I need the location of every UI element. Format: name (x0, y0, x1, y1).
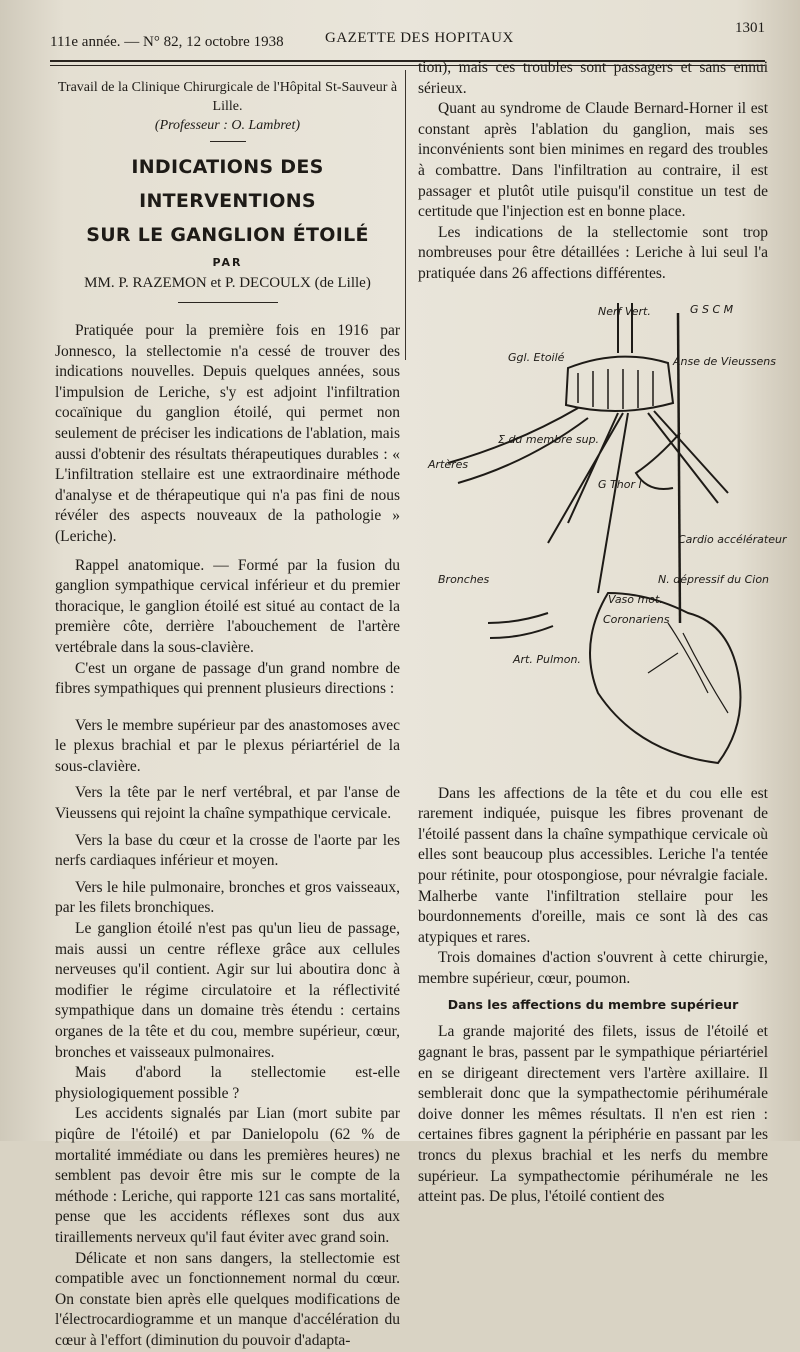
section-heading: Dans les affections du membre supérieur (447, 997, 739, 1013)
paragraph: Délicate et non sans dangers, la stellectomie est compatible avec un fonctionnement normal du cœur. On constate bien après elle quelques modifications de l'électrocardiogramme et un manque d'accélération du cœur à l'effort (diminution du pouvoir d'adapta- (55, 1249, 400, 1349)
label-membre-sup: Σ du membre sup. (498, 432, 600, 446)
page-number: 1301 (735, 20, 765, 36)
label-gscm: G S C M (690, 302, 734, 316)
anatomical-diagram (418, 293, 787, 773)
paragraph: Le ganglion étoilé n'est pas qu'un lieu de passage, mais aussi un centre réflexe grâce aux cellules nerveuses qu'il contient. Agir sur lui aboutira donc à modifier le régime circulatoire et la réflectivité sympathique dans un domaine très étendu : certains organes de la tête et du cou, membre supérieur, cœur, bronches et vaisseaux pulmonaires. (55, 920, 400, 1061)
by-label: PAR (212, 256, 243, 269)
paragraph: Trois domaines d'action s'ouvrent à cette chirurgie, membre supérieur, cœur, poumon. (418, 949, 768, 987)
label-bronches: Bronches (438, 572, 490, 586)
separator (178, 302, 278, 303)
label-ggl-etoile: Ggl. Etoilé (508, 350, 565, 364)
paragraph: Rappel anatomique. — Formé par la fusion du ganglion sympathique cervical inférieur et du premier thoracique, le ganglion étoilé est situé au contact de la première côte, derrière l'abouchement de l'artère vertébrale dans la sous-clavière. (55, 556, 400, 656)
label-n-dep: N. dépressif du Cion (658, 572, 770, 586)
right-column (418, 58, 787, 1208)
paragraph: La grande majorité des filets, issus de l'étoilé et gagnant le bras, passent par le sympathique périartériel en se dirigeant directement vers l'artère axillaire. Il semblerait donc que la sympathectomie périhumérale doive donner les mêmes résultats. Il n'en est rien : certaines fibres gagnent la périphérie en passant par les troncs du plexus brachial et les nerfs du membre supérieur. La sympathectomie périhumérale ne les atteint pas. De plus, l'étoilé contient des (418, 1023, 768, 1206)
column-divider (405, 70, 406, 360)
label-gthor: G Thor I (598, 477, 642, 491)
article-title-line1: INDICATIONS DES INTERVENTIONS (131, 156, 324, 212)
journal-title: GAZETTE DES HOPITAUX (325, 30, 514, 46)
paragraph: Vers le hile pulmonaire, bronches et gros vaisseaux, par les filets bronchiques. (55, 878, 400, 917)
paragraph: C'est un organe de passage d'un grand nombre de fibres sympathiques qui prennent plusieurs directions : (55, 659, 400, 698)
separator (210, 141, 246, 142)
article-title-line2: SUR LE GANGLION ÉTOILÉ (86, 224, 369, 246)
label-coronariens: Coronariens (603, 612, 670, 626)
label-anse-vieussens: Anse de Vieussens (673, 354, 776, 368)
paragraph: tion), mais ces troubles sont passagers et sans ennui sérieux. (418, 59, 768, 97)
paragraph: Pratiquée pour la première fois en 1916 par Jonnesco, la stellectomie n'a cessé de trouver des indications nouvelles. Depuis quelques années, sous l'impulsion de Leriche, s'y est adjoint l'infiltration cocaïnique du ganglion étoilé, qui permet non seulement de préciser les indications de l'ablation, mais aussi d'obtenir des résultats thérapeutiques durables : « L'infiltration stellaire est une extraordinaire méthode d'analyse et de thérapeutique qui n'a pas fini de nous révéler des aspects nouveaux de la pathologie » (Leriche). (55, 322, 400, 545)
label-vaso-mot: Vaso mot. (608, 592, 663, 606)
paragraph: Les accidents signalés par Lian (mort subite par piqûre de l'étoilé) et par Danielopolu (62 % de mortalité immédiate ou dans les premières heures) ne semblent pas devoir être mis sur le compte de la méthode : Leriche, qui rapporte 121 cas sans mortalité, pense que les accidents réflexes sont dus aux tiraillements nerveux qu'il faut éviter avec grand soin. (55, 1105, 400, 1246)
paragraph: Vers la base du cœur et la crosse de l'aorte par les nerfs cardiaques inférieur et moyen. (55, 831, 400, 870)
professor: (Professeur : O. Lambret) (154, 118, 301, 133)
paragraph: Dans les affections de la tête et du cou elle est rarement indiquée, puisque les fibres provenant de l'étoilé passent dans la chaîne sympathique cervicale où elles sont beaucoup plus accessibles. Leriche l'a tentée pour rétinite, pour otospongiose, pour névralgie faciale. Malherbe vante l'infiltration stellaire pour les bourdonnements d'oreille, mais ce sont là des cas atypiques et rares. (418, 784, 768, 946)
authors: MM. P. RAZEMON et P. DECOULX (de Lille) (84, 275, 371, 291)
stellate-ganglion-shape (566, 356, 673, 410)
page-header (50, 18, 765, 62)
paragraph: Vers la tête par le nerf vertébral, et par l'anse de Vieussens qui rejoint la chaîne sympathique cervicale. (55, 784, 400, 823)
issue-line: 111e année. — N° 82, 12 octobre 1938 (50, 34, 284, 50)
paragraph: Vers le membre supérieur par des anastomoses avec le plexus brachial et par le plexus périartériel de la sous-clavière. (55, 716, 400, 775)
affiliation: Travail de la Clinique Chirurgicale de l'Hôpital St-Sauveur à Lille. (57, 80, 398, 114)
paragraph: Les indications de la stellectomie sont trop nombreuses pour être détaillées : Leriche à lui seul l'a pratiquée dans 26 affections différentes. (418, 223, 768, 282)
label-arteres: Artères (428, 457, 469, 471)
paragraph: Quant au syndrome de Claude Bernard-Horner il est constant après l'ablation du ganglion, mais ses inconvénients sont bien minimes en regard des troubles à combattre. Dans l'infiltration au contraire, il est passager et plutôt utile puisqu'il constitue un test de certitude que l'injection est en bonne place. (418, 100, 768, 221)
left-column (55, 78, 400, 1352)
paragraph: Mais d'abord la stellectomie est-elle physiologiquement possible ? (55, 1064, 400, 1102)
label-nerf-vert: Nerf Vert. (598, 304, 651, 318)
bronchus (488, 613, 553, 638)
label-art-pulm: Art. Pulmon. (513, 652, 581, 666)
label-cardio: Cardio accélérateur (678, 532, 787, 546)
